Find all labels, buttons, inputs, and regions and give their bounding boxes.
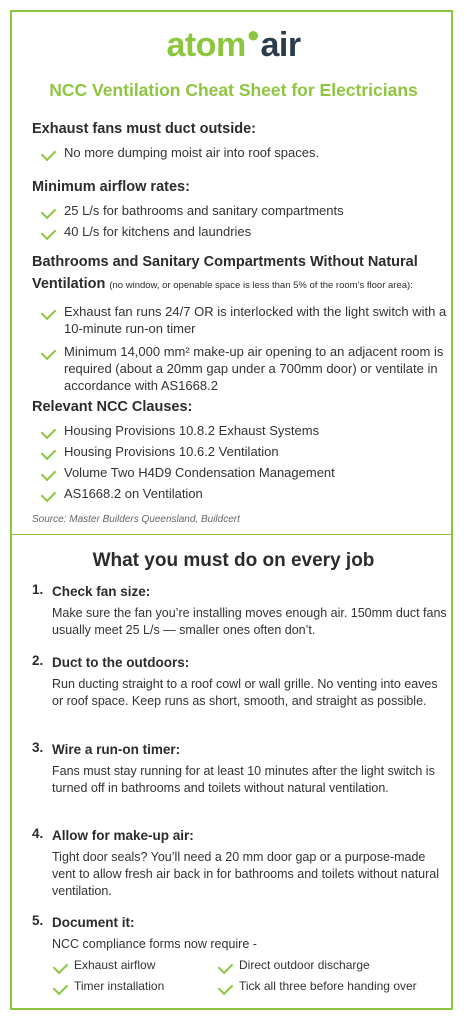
step-number: 1. [32,582,44,597]
check-icon [41,487,57,503]
section-divider [12,534,451,535]
check-icon [41,305,57,321]
list-item [217,978,437,995]
logo-dot: ● [246,22,260,47]
list-item-text: Volume Two H4D9 Condensation Management [64,465,335,480]
list-item [52,978,217,995]
section-heading [32,251,447,297]
section-heading: Minimum airflow rates: [32,179,190,195]
step-5 [32,913,447,995]
check-icon [41,225,57,241]
list-item [217,957,437,974]
step-body: Run ducting straight to a roof cowl or wall grille. No venting into eaves or roof space. Keep runs as short, smooth, and straight as possible. [52,677,438,708]
step-title: Check fan size: [52,584,151,599]
document-checklist [52,957,447,995]
list-item-text: Housing Provisions 10.8.2 Exhaust Systems [64,423,320,438]
source-note: Source: Master Builders Queensland, Buildcert [32,514,240,525]
check-icon [41,204,57,220]
list-item-text: Timer installation [74,979,165,993]
list-item-text: 40 L/s for kitchens and laundries [64,224,252,239]
step-title: Allow for make-up air: [52,828,194,843]
list-item [32,303,447,337]
list-item-text: Minimum 14,000 mm² make-up air opening to an adjacent room is required (about a 20mm gap under a 700mm door) or ventilate in accordance with AS1668.2 [64,344,444,393]
check-icon [41,424,57,440]
step-3 [32,740,447,797]
section-heading: Relevant NCC Clauses: [32,399,193,415]
section-heading-text: Bathrooms and Sanitary Compartments Without Natural Ventilation [32,254,418,292]
list-item-text: Tick all three before handing over [239,979,417,993]
list-item [32,144,442,161]
list-item-text: AS1668.2 on Ventilation [64,486,203,501]
list-item-text: Direct outdoor discharge [239,958,370,972]
section-heading-note: (no window, or openable space is less than 5% of the room’s floor area): [109,280,413,291]
check-icon [41,466,57,482]
list-item [32,443,442,460]
list-item [32,485,442,502]
step-number: 5. [32,913,44,928]
section-heading: Exhaust fans must duct outside: [32,121,256,137]
list-item [32,422,442,439]
list-item-text: 25 L/s for bathrooms and sanitary compartments [64,203,344,218]
step-4 [32,826,447,900]
step-body: Fans must stay running for at least 10 minutes after the light switch is turned off in bathrooms and toilets without natural ventilation. [52,764,435,795]
step-body: NCC compliance forms now require - [52,937,257,951]
list-item [32,343,447,394]
job-heading: What you must do on every job [92,550,375,571]
step-1 [32,582,447,639]
check-icon [41,445,57,461]
list-item [32,464,442,481]
list-item-text: No more dumping moist air into roof spaces. [64,145,320,160]
section-bathrooms [32,251,447,394]
step-title: Document it: [52,915,135,930]
list-item [32,223,442,240]
page-title: NCC Ventilation Cheat Sheet for Electricians [49,80,418,100]
step-2 [32,653,447,710]
list-item-text: Exhaust airflow [74,958,156,972]
list-item-text: Housing Provisions 10.6.2 Ventilation [64,444,279,459]
section-exhaust [32,118,442,161]
logo-part-atom: atom [166,26,246,64]
list-item [52,957,217,974]
step-number: 3. [32,740,44,755]
logo-part-air: air [260,26,301,64]
step-number: 2. [32,653,44,668]
step-title: Wire a run-on timer: [52,742,181,757]
step-title: Duct to the outdoors: [52,655,190,670]
check-icon [218,980,234,996]
step-body: Make sure the fan you’re installing moves enough air. 150mm duct fans usually meet 25 L/s — smaller ones often don’t. [52,606,447,637]
step-body: Tight door seals? You’ll need a 20 mm door gap or a purpose-made vent to allow fresh air back in for bathrooms and toilets without natural ventilation. [52,850,440,898]
section-clauses [32,396,442,502]
atomair-logo [0,22,467,65]
section-airflow [32,176,442,240]
check-icon [41,146,57,162]
check-icon [53,980,69,996]
check-icon [41,345,57,361]
check-icon [53,959,69,975]
check-icon [218,959,234,975]
list-item-text: Exhaust fan runs 24/7 OR is interlocked with the light switch with a 10-minute run-on timer [64,304,447,336]
step-number: 4. [32,826,44,841]
list-item [32,202,442,219]
